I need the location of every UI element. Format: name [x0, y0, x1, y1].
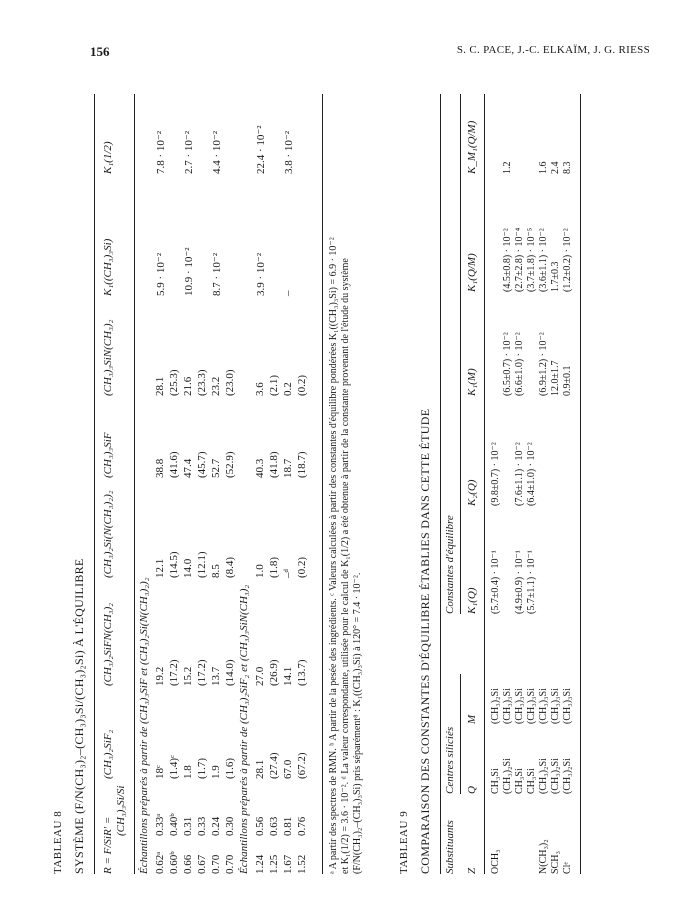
tableau8-col-header: (CH₃)₂Si(N(CH₃)₂)₂ — [102, 490, 114, 578]
tableau8-cell: 1.25 — [268, 854, 280, 874]
tableau9-constantes-rule — [460, 94, 461, 614]
tableau9-label: TABLEAU 9 — [398, 810, 410, 874]
tableau9-cell: (CH₃)₃Si — [550, 688, 561, 724]
tableau8-footnote-1: ᵃ A partir des spectres de RMN. ᵇ A partir de la pesée des ingrédients. ᶜ Valeurs calculées à partir des constantes d'équilibre pondérées K₁((CH₃)₃Si) = 6.9 · 10⁻² — [328, 237, 339, 874]
tableau8-cell: 0.40ᵇ — [168, 813, 180, 836]
tableau9-col-header: K₁(Q/M) — [466, 253, 478, 292]
tableau9-col-header: K₁(M) — [466, 368, 478, 396]
tableau8-col-header: R = F/Si — [102, 836, 114, 874]
tableau8-cell: 22.4 · 10⁻² — [255, 125, 267, 174]
tableau8-cell: 52.7 — [210, 458, 222, 478]
tableau9-cell: 0.9±0.1 — [562, 365, 573, 396]
tableau8-cell: (2.1) — [268, 374, 280, 396]
tableau8-header-rule — [134, 94, 135, 874]
tableau9-group-centres: Centres siliciés — [444, 726, 456, 794]
tableau8-cell: (0.2) — [296, 374, 308, 396]
tableau8-cell: 8.7 · 10⁻² — [211, 252, 223, 296]
tableau8-cell: – — [282, 290, 294, 296]
tableau9-bottom-rule — [580, 94, 581, 874]
tableau8-cell: (8.4) — [224, 556, 236, 578]
tableau8-cell: 1.67 — [282, 854, 294, 874]
tableau9-cell: (CH₃)₂Si — [490, 688, 501, 724]
tableau9-cell: (6.4±1.0) · 10⁻² — [526, 442, 537, 506]
tableau9-group-substituants: Substituants — [444, 820, 456, 874]
tableau9-col-header: Q — [466, 786, 478, 794]
tableau8-cell: 3.6 — [254, 382, 266, 396]
tableau8-cell: 47.4 — [182, 458, 194, 478]
tableau8-cell: 3.9 · 10⁻² — [255, 252, 267, 296]
tableau8-cell: (17.2) — [196, 659, 208, 686]
tableau8-cell: 1.24 — [254, 854, 266, 874]
tableau8-cell: (17.2) — [168, 659, 180, 686]
tableau8-cell: 18ᶜ — [154, 765, 166, 779]
tableau8-cell: 2.7 · 10⁻² — [183, 130, 195, 174]
tableau8-cell: (1.4)ᶜ — [168, 755, 180, 779]
tableau8-cell: 7.8 · 10⁻² — [155, 130, 167, 174]
tableau8-cell: (41.8) — [268, 451, 280, 478]
tableau9-cell: (CH₃)₃Si — [538, 688, 549, 724]
tableau8-cell: 0.56 — [254, 816, 266, 836]
tableau9-col-header: Z — [466, 867, 478, 874]
tableau8-cell: 12.1 — [154, 558, 166, 578]
tableau8-col-header: (CH₃)₂SiF₂ — [102, 729, 114, 779]
running-authors: S. C. PACE, J.-C. ELKAÏM, J. G. RIESS — [456, 44, 650, 56]
tableau8-cell: (23.3) — [196, 369, 208, 396]
tableau9-col-header: K₁(Q) — [466, 587, 478, 614]
tableau9-cell: 1.7±0.3 — [550, 261, 561, 292]
tableau8-cell: 0.31 — [182, 816, 194, 836]
tableau9-cell: 1.6 — [538, 161, 549, 174]
tableau8-cell: (14.0) — [224, 659, 236, 686]
tableau8-cell: 14.0 — [182, 558, 194, 578]
tableau8-cell: 10.9 · 10⁻² — [183, 247, 195, 296]
tableau8-cell: 0.60ᵇ — [168, 851, 180, 874]
tableau8-cell: (67.2) — [296, 752, 308, 779]
tableau8-cell: (41.6) — [168, 451, 180, 478]
tableau8-cell: 21.6 — [182, 376, 194, 396]
tableau9-cell: CH₃Si — [526, 768, 537, 794]
rotated-tables — [50, 94, 610, 874]
tableau9-cell: (3.6±1.1) · 10⁻² — [538, 228, 549, 292]
tableau8-cell: 0.66 — [182, 854, 194, 874]
tableau9-cell: (CH₃)₂Si — [562, 758, 573, 794]
tableau8-cell: 0.76 — [296, 816, 308, 836]
tableau8-col-header: (CH₃)₂SiFN(CH₃)₂ — [102, 602, 114, 686]
tableau8-section1: Échantillons préparés à partir de (CH₃)₃SiF et (CH₃)₂Si(N(CH₃)₂)₂ — [138, 577, 150, 874]
tableau9-col-header: K_M₁(Q/M) — [466, 120, 478, 174]
tableau8-cell: 0.70 — [210, 854, 222, 874]
tableau8-cell: 19.2 — [154, 666, 166, 686]
tableau9-title: COMPARAISON DES CONSTANTES D'ÉQUILIBRE ÉTABLIES DANS CETTE ÉTUDE — [418, 408, 432, 874]
tableau8-cell: 0.2 — [282, 382, 294, 396]
tableau8-col-header: R′ = (CH₃)₃Si/Si — [102, 785, 127, 836]
tableau8-cell: 0.33 — [196, 816, 208, 836]
tableau9-header-rule — [484, 94, 485, 874]
tableau8-cell: 40.3 — [254, 458, 266, 478]
tableau8-cell: (45.7) — [196, 451, 208, 478]
tableau8-cell: (1.7) — [196, 757, 208, 779]
tableau9-cell: (CH₃)₂Si — [550, 758, 561, 794]
tableau8-cell: 15.2 — [182, 666, 194, 686]
tableau8-cell: 0.33ᵃ — [154, 813, 166, 836]
tableau8-cell: 0.70 — [224, 854, 236, 874]
tableau8-cell: 0.67 — [196, 854, 208, 874]
tableau9-cell: 8.3 — [562, 161, 573, 174]
tableau8-cell: 0.24 — [210, 816, 222, 836]
tableau8-top-rule — [94, 94, 95, 874]
tableau9-cell: N(CH₃)₂ — [538, 839, 549, 874]
tableau9-cell: (4.9±0.9) · 10⁻¹ — [514, 550, 525, 614]
tableau8-cell: (13.7) — [296, 659, 308, 686]
tableau8-cell: 0.62ᵃ — [154, 851, 166, 874]
tableau9-cell: (CH₃)₃Si — [514, 688, 525, 724]
tableau9-centres-rule — [460, 674, 461, 794]
tableau9-cell: (5.7±1.1) · 10⁻¹ — [526, 550, 537, 614]
tableau8-section2: Échantillons préparés à partir de (CH₃)₂SiF₂ et (CH₃)₃SiN(CH₃)₂ — [238, 584, 250, 874]
tableau8-cell: 38.8 — [154, 458, 166, 478]
tableau8-cell: 0.81 — [282, 816, 294, 836]
tableau9-cell: (CH₃)₃Si — [502, 688, 513, 724]
tableau8-cell: (1.8) — [268, 556, 280, 578]
tableau8-cell: 18.7 — [282, 458, 294, 478]
page-header — [90, 44, 650, 66]
tableau8-cell: 1.52 — [296, 854, 308, 874]
tableau9-cell: (6.9±1.2) · 10⁻² — [538, 332, 549, 396]
tableau8-cell: 13.7 — [210, 666, 222, 686]
tableau8-footnote-2: et K₁(1/2) = 3.6 · 10⁻². ᵈ La valeur correspondante, utilisée pour le calcul de K₁(1/2) a été obtenue à partir de la constante provenant de l'étude du système — [340, 258, 351, 874]
tableau9-cell: (2.7±2.8) · 10⁻⁴ — [514, 227, 525, 292]
tableau9-cell: Clᵉ — [562, 861, 573, 874]
tableau9-cell: 1.2 — [502, 161, 513, 174]
tableau8-cell: (14.5) — [168, 551, 180, 578]
tableau9-top-rule — [440, 94, 441, 874]
tableau8-cell: 23.2 — [210, 376, 222, 396]
tableau8-col-header: (CH₃)₃SiF — [102, 432, 114, 478]
tableau8-cell: 27.0 — [254, 666, 266, 686]
tableau8-cell: 3.8 · 10⁻² — [283, 130, 295, 174]
tableau9-cell: (5.7±0.4) · 10⁻¹ — [490, 550, 501, 614]
tableau9-col-header: M — [466, 714, 478, 724]
tableau8-cell: –ᵈ — [282, 569, 294, 578]
tableau8-cell: (27.4) — [268, 752, 280, 779]
tableau8-cell: 14.1 — [282, 666, 294, 686]
tableau8-cell: (1.6) — [224, 757, 236, 779]
tableau8-cell: (25.3) — [168, 369, 180, 396]
tableau8-col-header: K₁((CH₃)₃Si) — [102, 238, 114, 296]
tableau8-title: SYSTÈME (F/N(CH₃)₂–(CH₃)₃Si/(CH₃)₂Si) À L'ÉQUILIBRE — [72, 558, 86, 874]
tableau8-cell: (0.2) — [296, 556, 308, 578]
tableau8-col-header: K₁(1/2) — [102, 141, 114, 174]
tableau9-cell: (CH₃)₂Si — [538, 758, 549, 794]
page-number: 156 — [90, 44, 110, 59]
tableau8-cell: (18.7) — [296, 451, 308, 478]
tableau9-col-header: K₂(Q) — [466, 479, 478, 506]
tableau9-cell: SCH₃ — [550, 851, 561, 874]
tableau8-cell: 1.8 — [182, 765, 194, 779]
tableau9-cell: (9.8±0.7) · 10⁻² — [490, 442, 501, 506]
tableau8-cell: 5.9 · 10⁻² — [155, 252, 167, 296]
tableau9-cell: (1.2±0.2) · 10⁻² — [562, 228, 573, 292]
tableau9-cell: (CH₃)₃Si — [526, 688, 537, 724]
tableau9-cell: (6.5±0.7) · 10⁻² — [502, 332, 513, 396]
tableau9-cell: (7.6±1.1) · 10⁻² — [514, 442, 525, 506]
tableau8-cell: (23.0) — [224, 369, 236, 396]
tableau9-cell: (3.7±1.8) · 10⁻⁵ — [526, 227, 537, 292]
tableau8-label: TABLEAU 8 — [52, 810, 64, 874]
tableau9-cell: 12.0±1.7 — [550, 360, 561, 396]
tableau9-cell: (6.6±1.0) · 10⁻² — [514, 332, 525, 396]
tableau8-footnote-3: (F/N(CH₃)₂–(CH₃)₃Si) pris séparément⁸ : K₁((CH₃)₃Si) à 120° = 7.4 · 10⁻². — [352, 572, 363, 874]
tableau9-cell: 2.4 — [550, 161, 561, 174]
tableau8-cell: 1.9 — [210, 765, 222, 779]
tableau8-cell: 28.1 — [154, 376, 166, 396]
tableau9-cell: (4.5±0.8) · 10⁻² — [502, 228, 513, 292]
tableau8-cell: 8.5 — [210, 564, 222, 578]
tableau9-group-constantes: Constantes d'équilibre — [444, 515, 456, 614]
tableau8-col-header: (CH₃)₃SiN(CH₃)₂ — [102, 319, 114, 396]
tableau8-cell: (12.1) — [196, 551, 208, 578]
tableau9-cell: OCH₃ — [490, 849, 501, 874]
tableau8-cell: 0.30 — [224, 816, 236, 836]
tableau9-cell: (CH₃)₂Si — [502, 758, 513, 794]
tableau8-cell: (52.9) — [224, 451, 236, 478]
tableau8-cell: 28.1 — [254, 759, 266, 779]
tableau8-cell: 1.0 — [254, 564, 266, 578]
tableau8-cell: 0.63 — [268, 816, 280, 836]
tableau8-bottom-rule — [322, 94, 323, 874]
tableau8-cell: 4.4 · 10⁻² — [211, 130, 223, 174]
tableau9-cell: CH₃Si — [490, 768, 501, 794]
tableau8-cell: 67.0 — [282, 759, 294, 779]
tableau9-cell: CH₃Si — [514, 768, 525, 794]
tableau9-cell: (CH₃)₃Si — [562, 688, 573, 724]
tableau8-cell: (26.9) — [268, 659, 280, 686]
